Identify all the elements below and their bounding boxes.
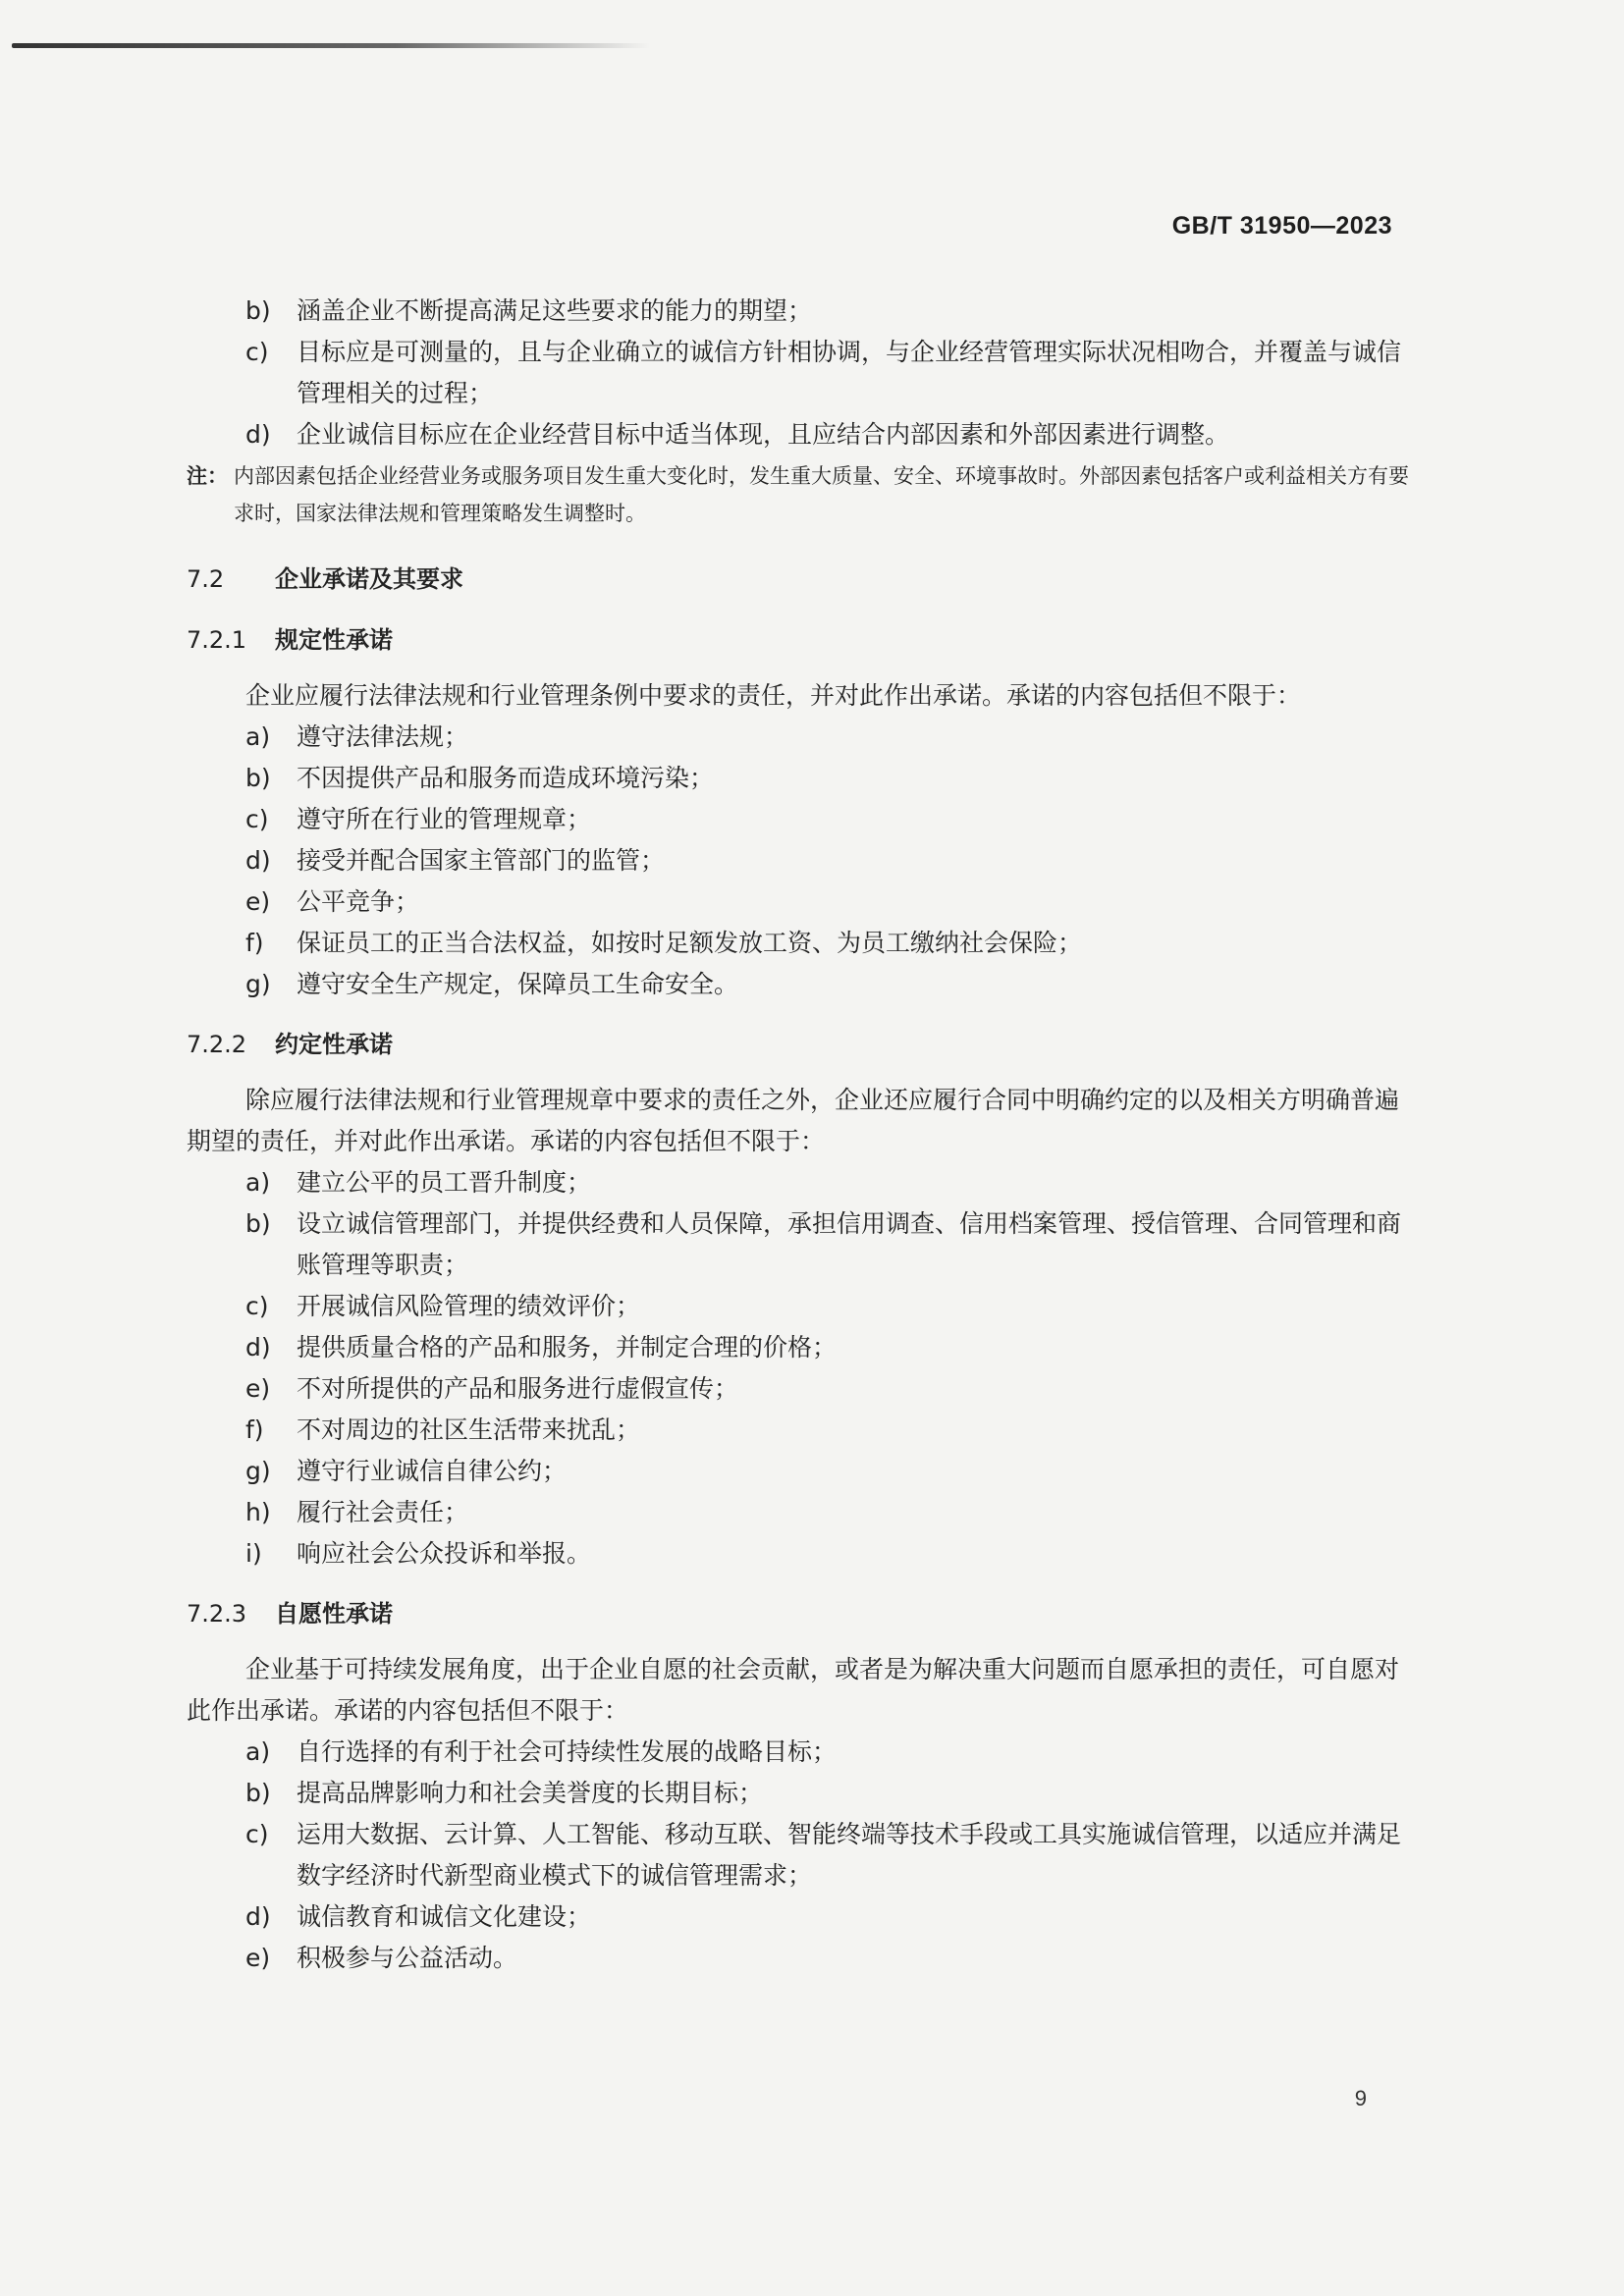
section-title: 企业承诺及其要求 <box>275 565 463 593</box>
section-intro: 企业应履行法律法规和行业管理条例中要求的责任，并对此作出承诺。承诺的内容包括但不限于： <box>245 681 1302 710</box>
section-heading-7-2-2 <box>187 1023 1414 1066</box>
list-label: a) <box>245 1737 271 1766</box>
page-number: 9 <box>1354 2086 1367 2110</box>
list-text: 遵守法律法规； <box>297 722 469 751</box>
list-text: 诚信教育和诚信文化建设； <box>297 1902 592 1931</box>
list-text: 响应社会公众投诉和举报。 <box>297 1539 592 1568</box>
section-number: 7.2 <box>187 565 225 593</box>
list-label: d) <box>245 846 271 875</box>
standard-code: GB/T 31950—2023 <box>1171 212 1392 240</box>
list-item <box>187 1451 1414 1492</box>
list-text: 开展诚信风险管理的绩效评价； <box>297 1292 641 1320</box>
list-text: 目标应是可测量的，且与企业确立的诚信方针相协调，与企业经营管理实际状况相吻合，并覆盖与诚信管理相关的过程； <box>297 338 1402 407</box>
list-label: c) <box>245 338 269 366</box>
list-item <box>187 1327 1414 1368</box>
list-label: b) <box>245 1779 271 1807</box>
section-number: 7.2.1 <box>187 626 247 654</box>
list-label: b) <box>245 296 271 325</box>
list-text: 公平竞争； <box>297 887 420 916</box>
list-label: h) <box>245 1498 271 1526</box>
list-text: 提供质量合格的产品和服务，并制定合理的价格； <box>297 1333 838 1362</box>
list-text: 涵盖企业不断提高满足这些要求的能力的期望； <box>297 296 813 325</box>
list-text: 遵守所在行业的管理规章； <box>297 805 592 833</box>
section-heading-7-2-1 <box>187 618 1414 662</box>
list-item <box>187 1938 1414 1979</box>
list-item <box>187 1203 1414 1286</box>
note-label: 注： <box>187 463 228 488</box>
section-number: 7.2.3 <box>187 1600 247 1628</box>
section-title: 自愿性承诺 <box>275 1600 393 1628</box>
list-label: f) <box>245 929 264 957</box>
scan-edge-line <box>12 43 650 48</box>
list-label: b) <box>245 764 271 792</box>
list-label: e) <box>245 1374 271 1403</box>
list-item <box>187 1286 1414 1327</box>
list-label: d) <box>245 1333 271 1362</box>
list-text: 提高品牌影响力和社会美誉度的长期目标； <box>297 1779 764 1807</box>
list-item <box>187 1368 1414 1410</box>
list-item <box>187 964 1414 1005</box>
list-text: 不对所提供的产品和服务进行虚假宣传； <box>297 1374 739 1403</box>
section-number: 7.2.2 <box>187 1031 247 1058</box>
list-item <box>187 1533 1414 1575</box>
list-text: 运用大数据、云计算、人工智能、移动互联、智能终端等技术手段或工具实施诚信管理，以适应并满足数字经济时代新型商业模式下的诚信管理需求； <box>297 1820 1402 1890</box>
list-text: 不对周边的社区生活带来扰乱； <box>297 1415 641 1444</box>
list-text: 保证员工的正当合法权益，如按时足额发放工资、为员工缴纳社会保险； <box>297 929 1083 957</box>
list-label: g) <box>245 1457 271 1485</box>
list-item <box>187 758 1414 799</box>
list-item <box>187 414 1414 455</box>
list-label: c) <box>245 1820 269 1848</box>
list-text: 设立诚信管理部门，并提供经费和人员保障，承担信用调查、信用档案管理、授信管理、合同管理和商账管理等职责； <box>297 1209 1402 1279</box>
list-label: e) <box>245 1944 271 1972</box>
list-label: c) <box>245 805 269 833</box>
list-text: 自行选择的有利于社会可持续性发展的战略目标； <box>297 1737 838 1766</box>
list-item <box>187 332 1414 414</box>
list-label: i) <box>245 1539 262 1568</box>
list-text: 遵守行业诚信自律公约； <box>297 1457 568 1485</box>
list-label: d) <box>245 420 271 449</box>
section-heading-7-2 <box>187 558 1414 601</box>
list-item <box>187 840 1414 881</box>
list-label: b) <box>245 1209 271 1238</box>
list-item <box>187 1773 1414 1814</box>
section-intro: 除应履行法律法规和行业管理规章中要求的责任之外，企业还应履行合同中明确约定的以及相关方明确普遍期望的责任，并对此作出承诺。承诺的内容包括但不限于： <box>187 1086 1400 1155</box>
list-label: f) <box>245 1415 264 1444</box>
list-text: 接受并配合国家主管部门的监管； <box>297 846 666 875</box>
list-item <box>187 1814 1414 1896</box>
note <box>187 457 1414 532</box>
list-label: e) <box>245 887 271 916</box>
list-item <box>187 291 1414 332</box>
section-title: 约定性承诺 <box>275 1031 393 1058</box>
list-label: a) <box>245 1168 271 1197</box>
list-item <box>187 1162 1414 1203</box>
list-label: c) <box>245 1292 269 1320</box>
list-label: a) <box>245 722 271 751</box>
list-text: 建立公平的员工晋升制度； <box>297 1168 592 1197</box>
list-text: 积极参与公益活动。 <box>297 1944 518 1972</box>
list-item <box>187 799 1414 840</box>
list-item <box>187 923 1414 964</box>
section-intro: 企业基于可持续发展角度，出于企业自愿的社会贡献，或者是为解决重大问题而自愿承担的责任，可自愿对此作出承诺。承诺的内容包括但不限于： <box>187 1655 1400 1725</box>
list-item <box>187 717 1414 758</box>
list-item <box>187 1410 1414 1451</box>
section-title: 规定性承诺 <box>275 626 393 654</box>
list-label: d) <box>245 1902 271 1931</box>
list-item <box>187 1896 1414 1938</box>
list-item <box>187 1492 1414 1533</box>
list-item <box>187 1732 1414 1773</box>
page-content <box>187 291 1414 1979</box>
list-label: g) <box>245 970 271 998</box>
note-text: 内部因素包括企业经营业务或服务项目发生重大变化时，发生重大质量、安全、环境事故时。外部因素包括客户或利益相关方有要求时，国家法律法规和管理策略发生调整时。 <box>234 464 1409 525</box>
list-text: 不因提供产品和服务而造成环境污染； <box>297 764 715 792</box>
list-text: 企业诚信目标应在企业经营目标中适当体现，且应结合内部因素和外部因素进行调整。 <box>297 420 1230 449</box>
list-text: 履行社会责任； <box>297 1498 469 1526</box>
list-text: 遵守安全生产规定，保障员工生命安全。 <box>297 970 739 998</box>
list-item <box>187 881 1414 923</box>
section-heading-7-2-3 <box>187 1592 1414 1635</box>
